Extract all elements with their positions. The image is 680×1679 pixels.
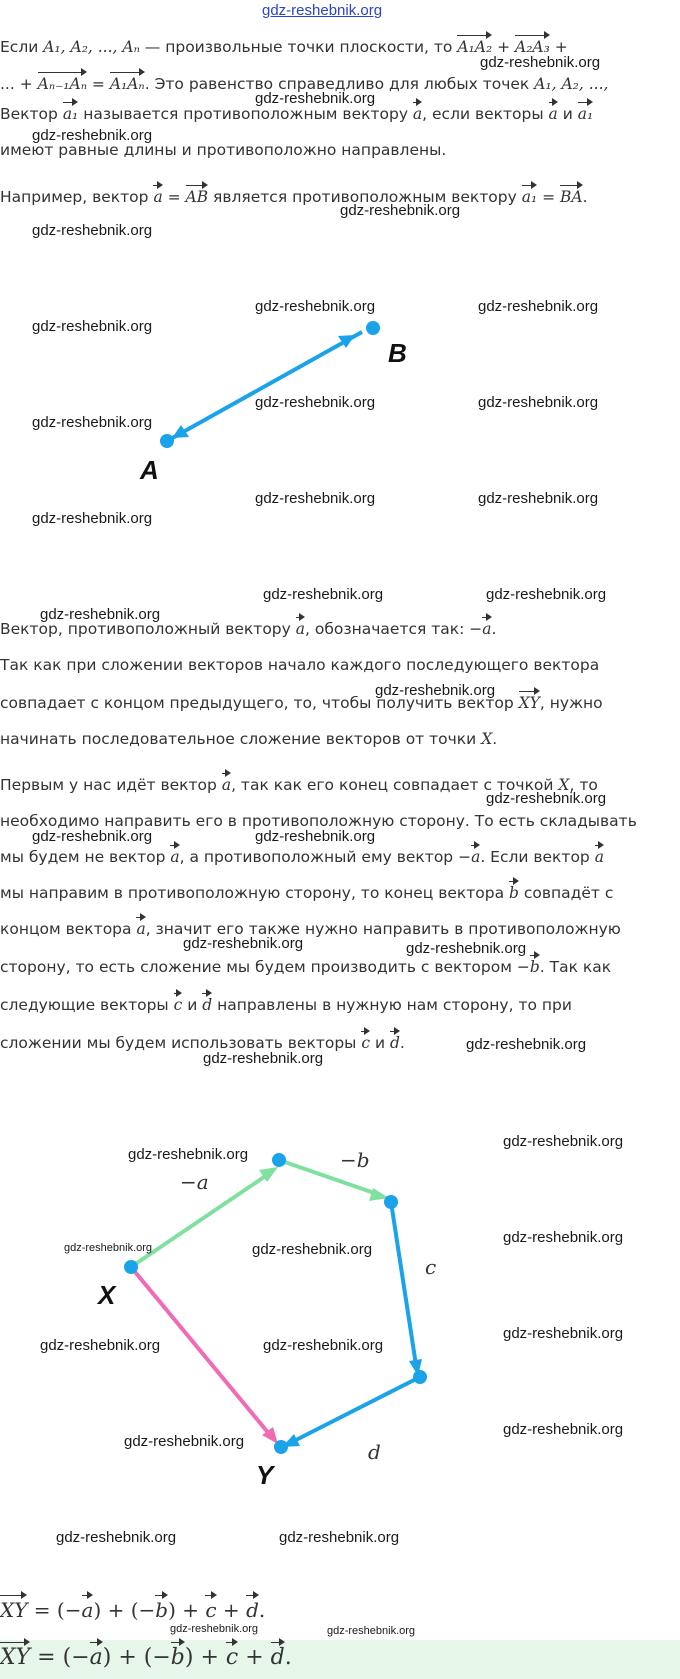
- text-line: Вектор, противоположный вектору a, обозначается так: −a.: [0, 620, 497, 638]
- watermark: gdz-reshebnik.org: [503, 1229, 624, 1246]
- watermark: gdz-reshebnik.org: [252, 1241, 373, 1258]
- text-line: Первым у нас идёт вектор a, так как его конец совпадает с точкой X, то: [0, 776, 598, 794]
- watermark: gdz-reshebnik.org: [486, 790, 607, 807]
- watermark: gdz-reshebnik.org: [263, 586, 384, 603]
- point-p1: [272, 1153, 286, 1167]
- watermark: gdz-reshebnik.org: [255, 490, 376, 507]
- watermark: gdz-reshebnik.org: [40, 1337, 161, 1354]
- formula-line: XY = (−a) + (−b) + c + d.: [0, 1598, 266, 1622]
- vector-c: [391, 1202, 416, 1365]
- text-line: совпадает с концом предыдущего, то, чтобы получить вектор XY, нужно: [0, 694, 603, 712]
- point-b: [366, 321, 380, 335]
- vector-d: [292, 1377, 420, 1442]
- answer-formula: XY = (−a) + (−b) + c + d.: [0, 1645, 292, 1670]
- watermark: gdz-reshebnik.org: [170, 1623, 259, 1635]
- text-line: начинать последовательное сложение векторов от точки X.: [0, 730, 498, 748]
- watermark: gdz-reshebnik.org: [32, 510, 153, 527]
- vector-line: [167, 332, 362, 441]
- watermark: gdz-reshebnik.org: [255, 298, 376, 315]
- watermark: gdz-reshebnik.org: [128, 1146, 249, 1163]
- point-p2: [384, 1195, 398, 1209]
- text-line: ... + Aₙ₋₁Aₙ = A₁Aₙ. Это равенство справедливо для любых точек A₁, A₂, ...,: [0, 75, 609, 93]
- watermark: gdz-reshebnik.org: [32, 127, 153, 144]
- watermark: gdz-reshebnik.org: [124, 1433, 245, 1450]
- label-point-a: A: [140, 455, 159, 485]
- label-point-y: Y: [256, 1460, 274, 1490]
- watermark: gdz-reshebnik.org: [32, 414, 153, 431]
- watermark: gdz-reshebnik.org: [255, 828, 376, 845]
- watermark: gdz-reshebnik.org: [255, 90, 376, 107]
- watermark: gdz-reshebnik.org: [503, 1325, 624, 1342]
- text-line: мы направим в противоположную сторону, то конец вектора b совпадёт с: [0, 884, 614, 902]
- watermark: gdz-reshebnik.org: [375, 682, 496, 699]
- text-line: Так как при сложении векторов начало каждого последующего вектора: [0, 656, 600, 674]
- watermark: gdz-reshebnik.org: [40, 606, 161, 623]
- point-p3: [413, 1370, 427, 1384]
- text-line: сложении мы будем использовать векторы c и d.: [0, 1034, 405, 1052]
- watermark: gdz-reshebnik.org: [340, 202, 461, 219]
- text-line: следующие векторы c и d направлены в нужную нам сторону, то при: [0, 996, 572, 1014]
- label-point-x: X: [98, 1280, 116, 1310]
- label-d: d: [368, 1440, 381, 1464]
- point-a: [160, 434, 174, 448]
- text-line: Если A₁, A₂, ..., Aₙ — произвольные точки плоскости, то A₁A₂ + A₂A₃ +: [0, 38, 568, 56]
- text-line: Вектор a₁ называется противоположным вектору a, если векторы a и a₁: [0, 105, 594, 123]
- watermark: gdz-reshebnik.org: [255, 394, 376, 411]
- watermark: gdz-reshebnik.org: [503, 1421, 624, 1438]
- watermark: gdz-reshebnik.org: [263, 1337, 384, 1354]
- text-line: Например, вектор a = AB является противоположным вектору a₁ = BA.: [0, 188, 588, 206]
- text-line: мы будем не вектор a, а противоположный ему вектор −a. Если вектор a: [0, 848, 604, 866]
- watermark: gdz-reshebnik.org: [56, 1529, 177, 1546]
- watermark: gdz-reshebnik.org: [486, 586, 607, 603]
- site-link[interactable]: gdz-reshebnik.org: [262, 2, 383, 19]
- watermark: gdz-reshebnik.org: [279, 1529, 400, 1546]
- watermark: gdz-reshebnik.org: [203, 1050, 324, 1067]
- text-line: необходимо направить его в противоположную сторону. То есть складывать: [0, 812, 637, 830]
- watermark: gdz-reshebnik.org: [480, 54, 601, 71]
- watermark: gdz-reshebnik.org: [478, 490, 599, 507]
- watermark: gdz-reshebnik.org: [406, 940, 527, 957]
- watermark: gdz-reshebnik.org: [327, 1625, 416, 1637]
- watermark: gdz-reshebnik.org: [503, 1133, 624, 1150]
- watermark: gdz-reshebnik.org: [32, 318, 153, 335]
- point-x: [124, 1260, 138, 1274]
- watermark: gdz-reshebnik.org: [478, 298, 599, 315]
- label-neg-a: −a: [180, 1170, 209, 1194]
- watermark: gdz-reshebnik.org: [32, 222, 153, 239]
- point-y: [274, 1440, 288, 1454]
- watermark: gdz-reshebnik.org: [64, 1242, 153, 1254]
- text-line: концом вектора a, значит его также нужно направить в противоположную: [0, 920, 621, 938]
- text-line: сторону, то есть сложение мы будем производить с вектором −b. Так как: [0, 958, 612, 976]
- label-point-b: B: [388, 338, 407, 368]
- watermark: gdz-reshebnik.org: [478, 394, 599, 411]
- watermark: gdz-reshebnik.org: [32, 828, 153, 845]
- label-c: c: [425, 1255, 437, 1279]
- watermark: gdz-reshebnik.org: [183, 935, 304, 952]
- text-line: имеют равные длины и противоположно направлены.: [0, 141, 447, 159]
- watermark: gdz-reshebnik.org: [466, 1036, 587, 1053]
- label-neg-b: −b: [340, 1148, 370, 1172]
- vector-sum-diagram: [0, 1130, 680, 1510]
